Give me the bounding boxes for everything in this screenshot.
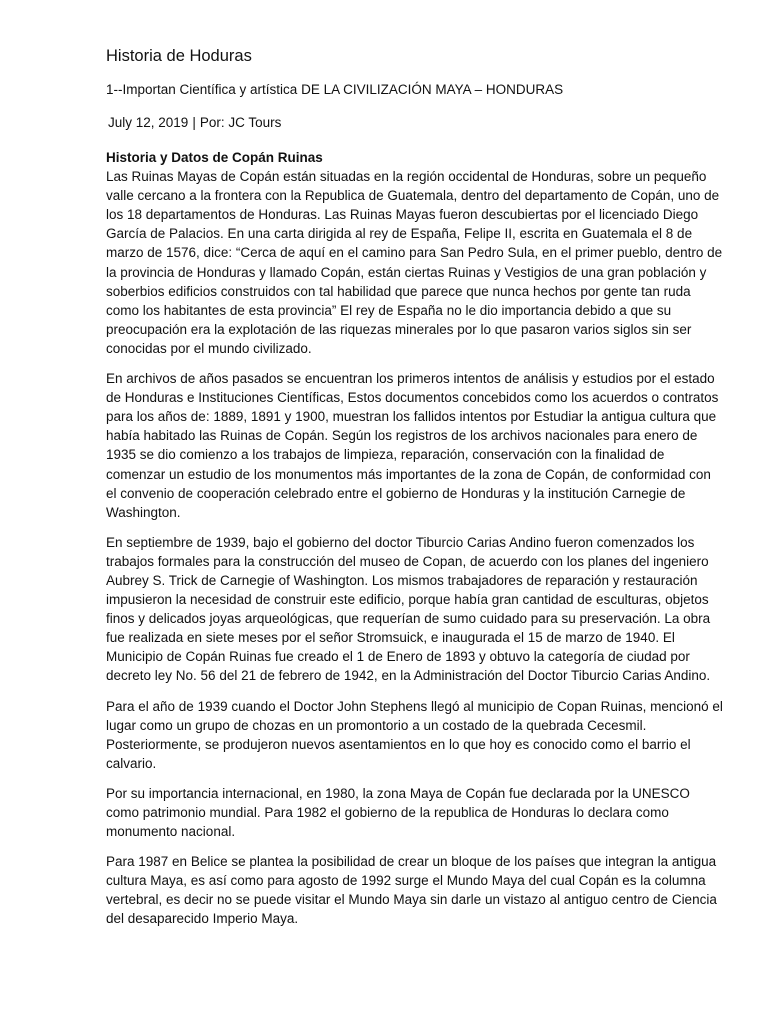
document-title: Historia de Hoduras [106, 47, 252, 65]
paragraph-6: Para 1987 en Belice se plantea la posibilidad de crear un bloque de los países que integran la antigua cultura Maya, es así como para agosto de 1992 surge el Mundo Maya del cual Copán es la columna vertebral, es decir no se puede visitar el Mundo Maya sin darle un vistazo al antiguo centro de Ciencia del desaparecido Imperio Maya. [106, 854, 717, 927]
document-meta [108, 115, 281, 130]
section-heading: Historia y Datos de Copán Ruinas [106, 150, 323, 165]
document-body [106, 148, 724, 940]
paragraph-1: Las Ruinas Mayas de Copán están situadas en la región occidental de Honduras, sobre un pequeño valle cercano a la frontera con la Republica de Guatemala, dentro del departamento de Copán, uno de los 18 departamentos de Honduras. Las Ruinas Mayas fueron descubiertas por el licenciado Diego García de Palacios. En una carta dirigida al rey de España, Felipe II, escrita en Guatemala el 8 de marzo de 1576, dice: “Cerca de aquí en el camino para San Pedro Sula, en el primer pueblo, dentro de la provincia de Honduras y llamado Copán, están ciertas Ruinas y Vestigios de una gran población y soberbios edificios construidos con tal habilidad que parece que nunca hechos por gente tan ruda como los habitantes de esta provincia” El rey de España no le dio importancia debido a que su preocupación era la explotación de las riquezas minerales por lo que pasaron varios siglos sin ser conocidas por el mundo civilizado. [106, 169, 723, 356]
paragraph-4: Para el año de 1939 cuando el Doctor John Stephens llegó al municipio de Copan Ruinas, mencionó el lugar como un grupo de chozas en un promontorio a un costado de la quebrada Cecesmil. Posteriormente, se produjeron nuevos asentamientos en lo que hoy es conocido como el barrio el calvario. [106, 698, 723, 771]
paragraph-5: Por su importancia internacional, en 1980, la zona Maya de Copán fue declarada por la UNESCO como patrimonio mundial. Para 1982 el gobierno de la republica de Honduras lo declara como monumento nacional. [106, 785, 690, 840]
paragraph-3: En septiembre de 1939, bajo el gobierno del doctor Tiburcio Carias Andino fueron comenzados los trabajos formales para la construcción del museo de Copan, de acuerdo con los planes del ingeniero Aubrey S. Trick de Carnegie of Washington. Los mismos trabajadores de reparación y restauración impusieron la necesidad de construir este edificio, porque había gran cantidad de esculturas, objetos finos y delicados joyas arqueológicas, que requerían de sumo cuidado para su preservación. La obra fue realizada en siete meses por el señor Stromsuick, e inaugurada el 15 de marzo de 1940. El Municipio de Copán Ruinas fue creado el 1 de Enero de 1893 y obtuvo la categoría de ciudad por decreto ley No. 56 del 21 de febrero de 1942, en la Administración del Doctor Tiburcio Carias Andino. [106, 534, 711, 684]
author-byline: Por: JC Tours [199, 115, 282, 130]
publish-date: July 12, 2019 [108, 115, 189, 130]
paragraph-2: En archivos de años pasados se encuentran los primeros intentos de análisis y estudios por el estado de Honduras e Instituciones Científicas, Estos documentos concebidos como los acuerdos o contratos para los años de: 1889, 1891 y 1900, muestran los fallidos intentos por Estudiar la antigua cultura que había habitado las Ruinas de Copán. Según los registros de los archivos nacionales para enero de 1935 se dio comienzo a los trabajos de limpieza, reparación, conservación con la finalidad de comenzar un estudio de los monumentos más importantes de la zona de Copán, de conformidad con el convenio de cooperación celebrado entre el gobierno de Honduras y la institución Carnegie de Washington. [106, 371, 719, 520]
meta-separator: | [192, 115, 196, 130]
document-subtitle: 1--Importan Científica y artística DE LA CIVILIZACIÓN MAYA – HONDURAS [106, 82, 564, 97]
